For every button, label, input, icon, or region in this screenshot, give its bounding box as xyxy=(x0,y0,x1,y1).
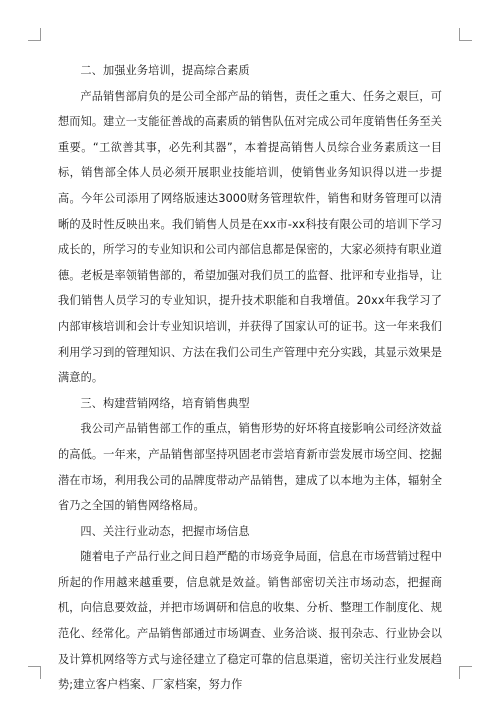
paragraph-training: 产品销售部肩负的是公司全部产品的销售，责任之重大、任务之艰巨，可想而知。建立一支能征善战的高素质的销售队伍对完成公司年度销售任务至关重要。“工欲善其事，必先利其器”，本着提高销售人员综合业务素质这一目标，销售部全体人员必须开展职业技能培训，使销售业务知识得以进一步提高。今年公司添用了网络版速达3000财务管理软件，销售和财务管理可以清晰的及时性反映出来。我们销售人员是在xx市-xx科技有限公司的培训下学习成长的，所学习的专业知识和公司内部信息都是保密的，大家必须持有职业道德。老板是率领销售部的，希望加强对我们员工的监督、批评和专业指导，让我们销售人员学习的专业知识，提升技术职能和自我增值。20xx年我学习了内部审核培训和会计专业知识培训，并获得了国家认可的证书。这一年来我们利用学习到的管理知识、方法在我们公司生产管理中充分实践，其显示效果是满意的。 xyxy=(58,89,442,385)
section-heading-market: 四、关注行业动态，把握市场信息 xyxy=(80,524,250,538)
crop-mark-top-left xyxy=(28,28,41,41)
crop-mark-top-right xyxy=(459,28,472,41)
paragraph-market: 随着电子产品行业之间日趋严酷的市场竞争局面，信息在市场营销过程中所起的作用越来越重要，信息就是效益。销售部密切关注市场动态，把握商机，向信息要效益，并把市场调研和信息的收集、分析、整理工作制度化、规范化、经常化。产品销售部通过市场调查、业务洽谈、报刊杂志、行业协会以及计算机网络等方式与途径建立了稳定可靠的信息渠道，密切关注行业发展趋势;建立客户档案、厂家档案，努力作 xyxy=(58,550,442,692)
section-heading-training: 二、加强业务培训，提高综合素质 xyxy=(80,64,250,77)
section-heading-network: 三、构建营销网络，培育销售典型 xyxy=(80,396,250,410)
paragraph-network: 我公司产品销售部工作的重点，销售形势的好坏将直接影响公司经济效益的高低。一年来，产品销售部坚持巩固老市尝培育新市尝发展市场空间、挖掘潜在市场，利用我公司的品牌度带动产品销售，建成了以本地为主体，辐射全省乃之全国的销售网络格局。 xyxy=(58,422,442,513)
crop-mark-bottom-right xyxy=(459,666,472,679)
document-body xyxy=(58,58,442,698)
crop-mark-bottom-left xyxy=(28,666,41,679)
